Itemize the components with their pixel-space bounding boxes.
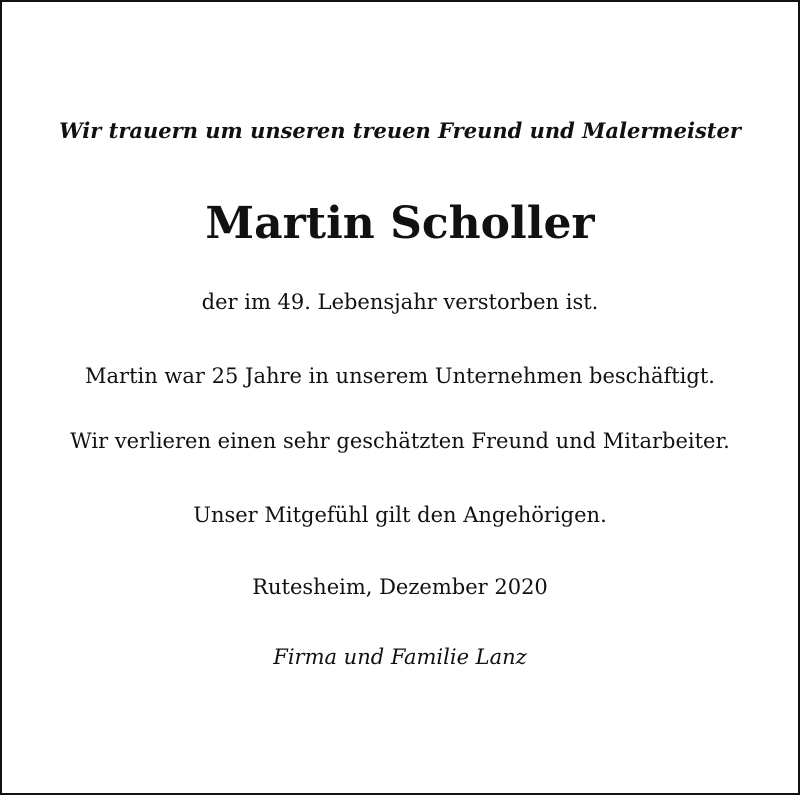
loss-line: Wir verlieren einen sehr geschätzten Freund und Mitarbeiter. [70, 429, 730, 453]
age-line: der im 49. Lebensjahr verstorben ist. [201, 290, 599, 314]
intro-line: Wir trauern um unseren treuen Freund und Malermeister [59, 118, 741, 143]
employment-line: Martin war 25 Jahre in unserem Unternehmen beschäftigt. [85, 364, 715, 388]
deceased-name: Martin Scholler [205, 198, 595, 249]
signature-line: Firma und Familie Lanz [273, 645, 527, 669]
sympathy-line: Unser Mitgefühl gilt den Angehörigen. [193, 503, 607, 527]
place-date-line: Rutesheim, Dezember 2020 [252, 575, 548, 599]
